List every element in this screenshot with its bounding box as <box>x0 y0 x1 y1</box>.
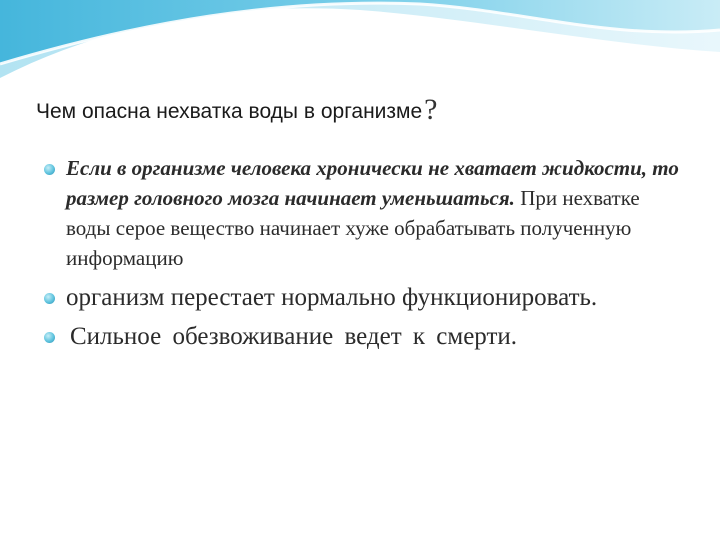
bullet-dot-icon <box>44 293 55 304</box>
slide-title <box>36 92 686 126</box>
bullet-emphasis-text: Если в организме человека хронически не хватает жидкости, то размер головного мозга начинает уменьшаться. <box>66 156 679 210</box>
bullet-item <box>44 153 684 273</box>
bullet-dot-icon <box>44 332 55 343</box>
bullet-item <box>44 281 684 314</box>
bullet-text: организм перестает нормально функционировать. <box>66 284 598 311</box>
slide-title-question-mark: ? <box>424 93 438 126</box>
bullet-item <box>44 320 684 353</box>
bullet-list <box>44 153 684 353</box>
bullet-text: При нехватке воды серое вещество начинает хуже обрабатывать полученную информацию <box>66 186 640 270</box>
bullet-dot-icon <box>44 164 55 175</box>
bullet-text: Сильное обезвоживание ведет к смерти. <box>70 323 518 350</box>
slide-title-text: Чем опасна нехватка воды в организме <box>36 100 423 123</box>
